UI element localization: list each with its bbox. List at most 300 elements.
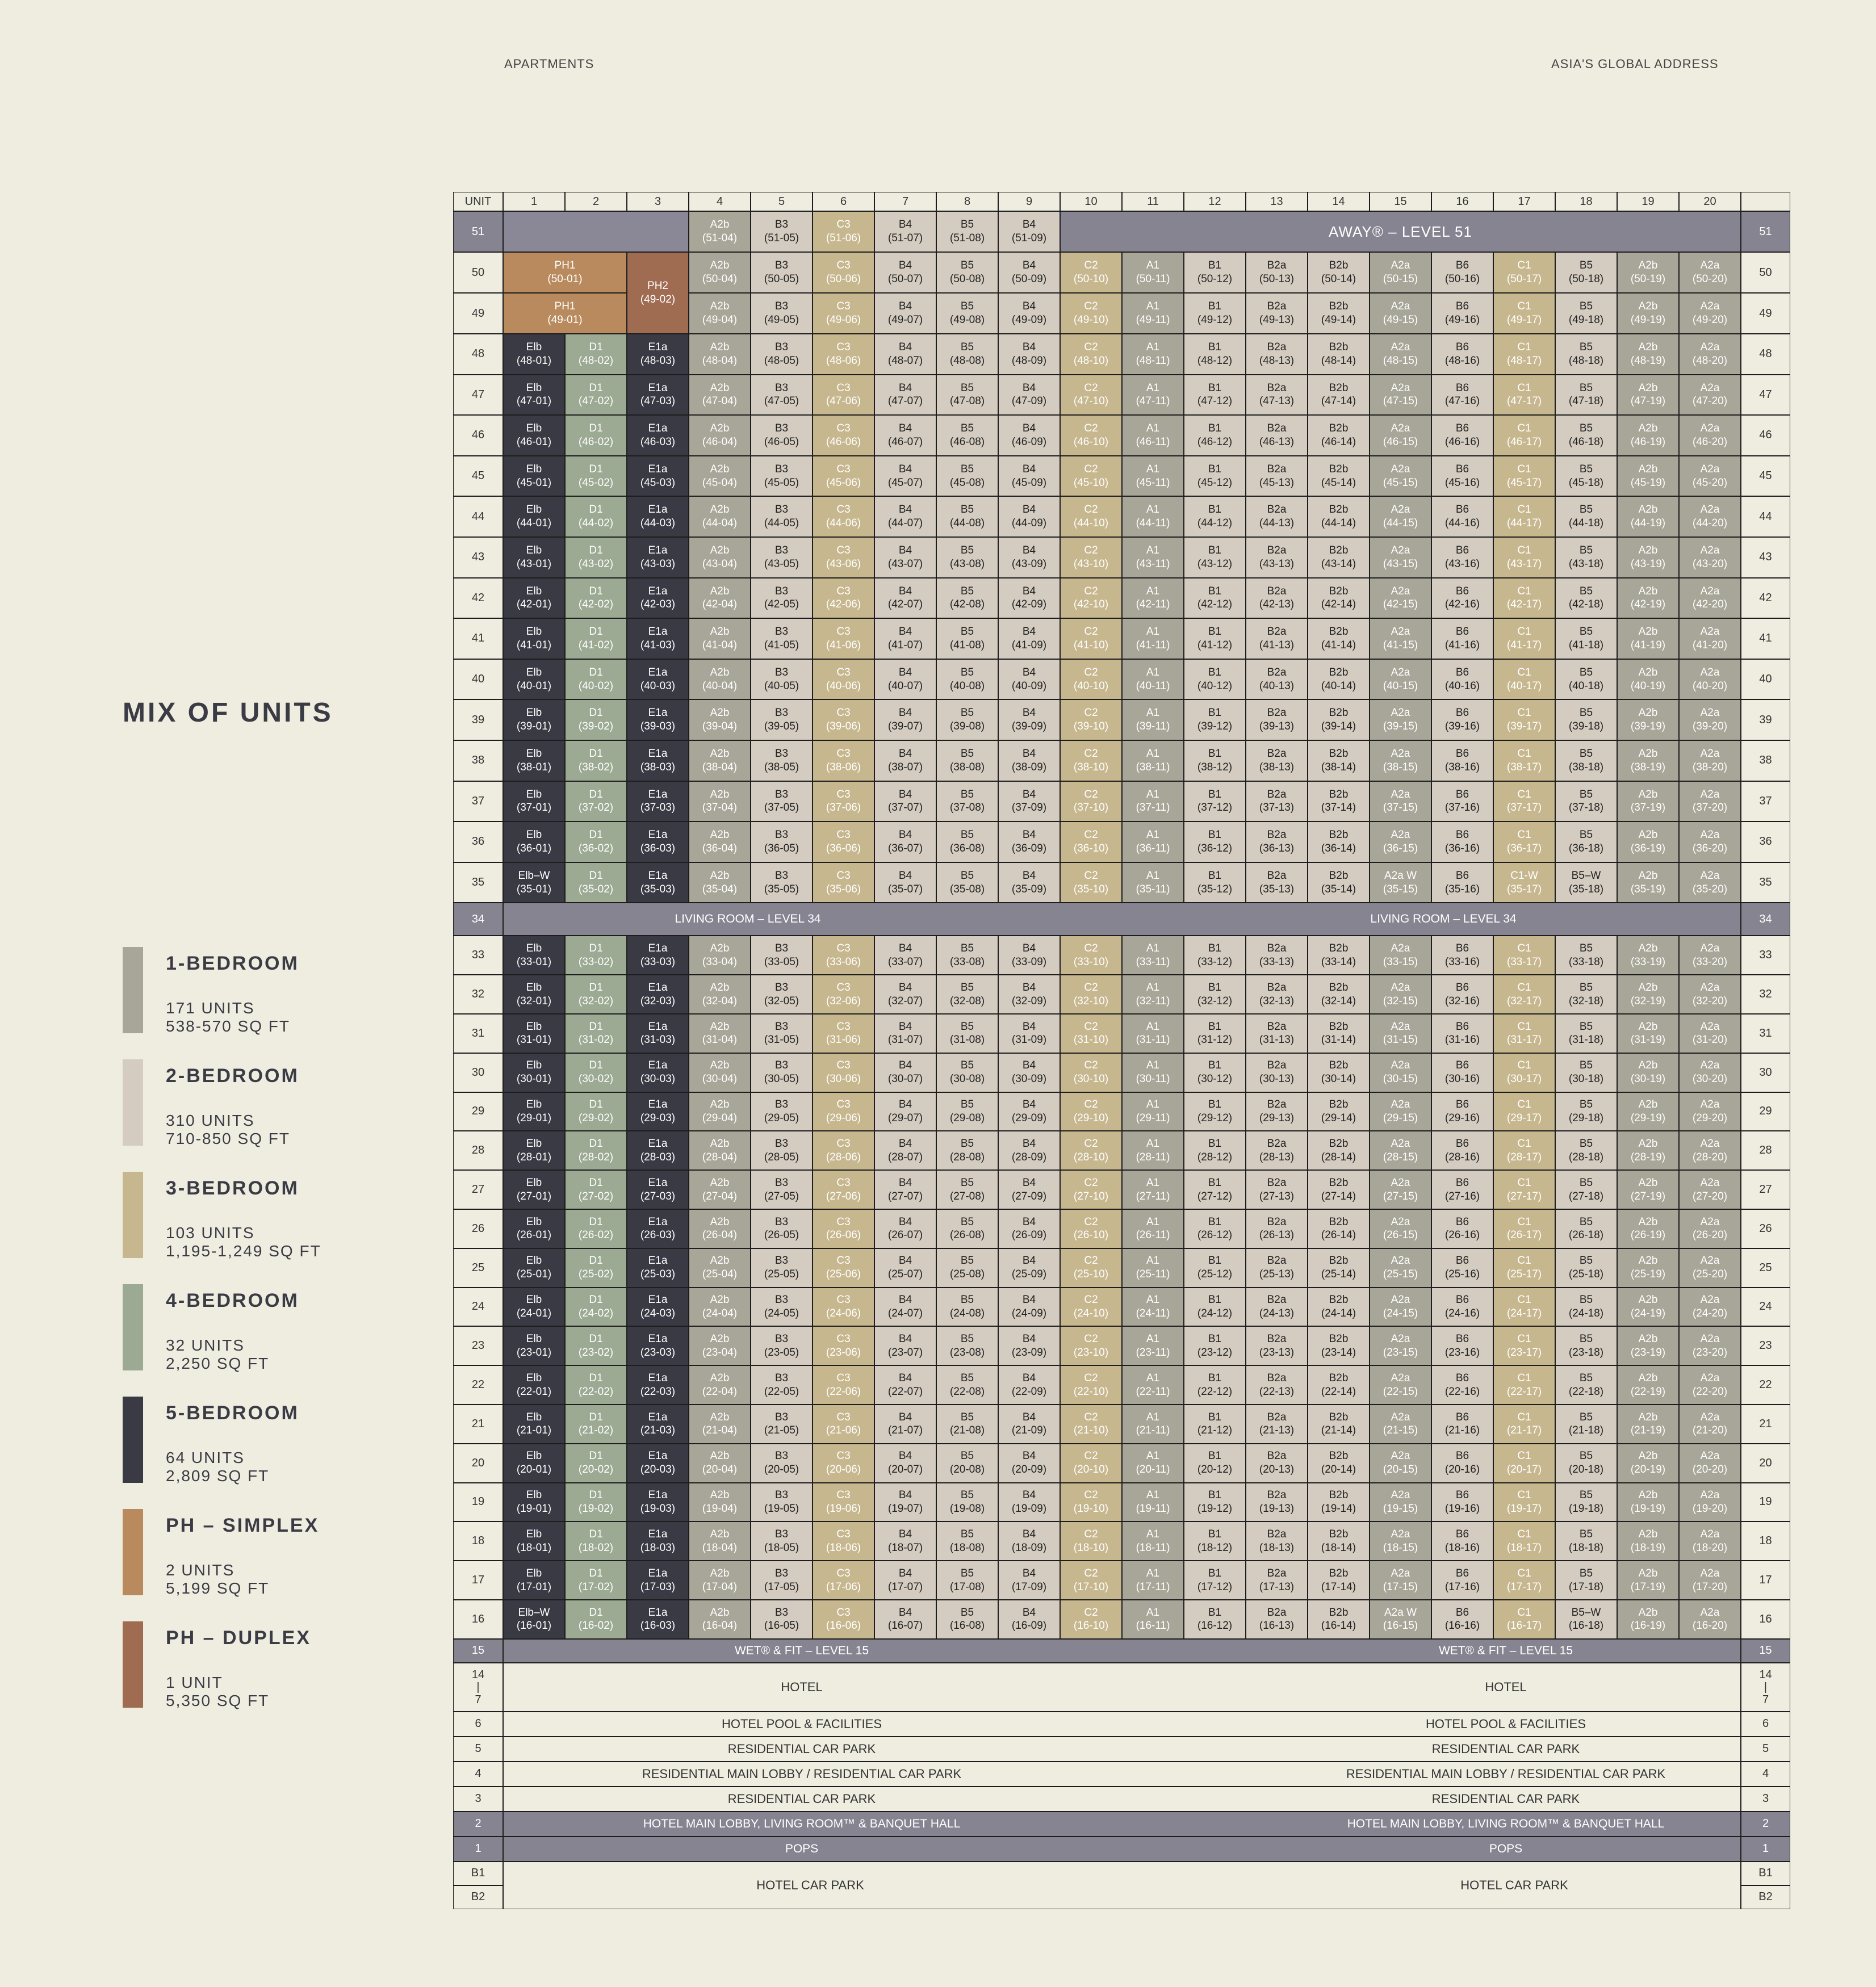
unit-cell-code: (47-20) (1692, 395, 1728, 408)
unit-cell (1308, 537, 1370, 578)
unit-cell (1246, 496, 1308, 537)
unit-cell (936, 293, 998, 334)
unit-cell-code: (21-07) (887, 1424, 923, 1437)
unit-cell (1493, 1444, 1555, 1483)
unit-cell-code: (29-08) (949, 1112, 985, 1124)
unit-cell (1370, 862, 1431, 903)
unit-cell-type: C1 (1517, 300, 1531, 313)
unit-cell (751, 1248, 813, 1288)
unit-cell-code: (28-13) (1259, 1151, 1295, 1163)
unit-cell-type: D1 (589, 1138, 603, 1150)
unit-cell-code: (18-12) (1197, 1541, 1233, 1554)
unit-cell-type: C3 (836, 1489, 851, 1502)
unit-cell-type: B4 (1022, 585, 1036, 597)
unit-cell-type: C3 (836, 1450, 851, 1462)
unit-cell (1679, 1600, 1741, 1639)
unit-cell-code: (40-10) (1073, 680, 1109, 692)
podium-label (453, 1639, 503, 1663)
basement-label-b1-type: B1 (471, 1867, 485, 1880)
unit-cell-code: (36-18) (1568, 842, 1604, 854)
floor-label-28-right (1741, 1131, 1790, 1170)
unit-cell (1060, 578, 1122, 619)
unit-cell-code: (22-18) (1568, 1385, 1604, 1398)
unit-cell-type: B5 (960, 259, 974, 272)
unit-cell-type: B3 (774, 1489, 789, 1502)
unit-cell (1184, 1288, 1246, 1327)
unit-cell-code: (41-16) (1444, 639, 1480, 651)
unit-cell (1679, 740, 1741, 781)
unit-cell (503, 1561, 565, 1600)
unit-cell-type: A1 (1146, 1176, 1160, 1189)
floor-label-31-right (1741, 1014, 1790, 1053)
unit-cell (1555, 415, 1617, 456)
floor-label-48 (453, 334, 503, 375)
unit-cell-code: (45-07) (887, 476, 923, 489)
unit-cell-type: B2b (1329, 1020, 1349, 1033)
unit-cell (565, 1561, 627, 1600)
unit-cell (627, 537, 689, 578)
unit-cell (1679, 1131, 1741, 1170)
unit-cell-type: E1a (648, 1372, 668, 1384)
unit-cell-code: (37-09) (1011, 802, 1047, 814)
unit-cell-type: B5–W (1571, 869, 1601, 882)
unit-cell-type: B4 (1022, 544, 1036, 557)
unit-number-17-type: 17 (1518, 195, 1531, 208)
unit-cell-code: (28-08) (949, 1151, 985, 1163)
unit-cell (751, 415, 813, 456)
unit-cell-type: A2a (1700, 981, 1720, 994)
unit-cell-code: (41-19) (1630, 639, 1666, 651)
unit-cell-code: (16-20) (1692, 1620, 1728, 1632)
unit-cell-type: B2b (1329, 942, 1349, 955)
unit-cell (1493, 699, 1555, 740)
unit-cell-code: (18-01) (516, 1541, 552, 1554)
unit-cell-code: (18-17) (1506, 1541, 1542, 1554)
unit-cell (689, 456, 751, 497)
podium-left-label: HOTEL POOL & FACILITIES (721, 1717, 882, 1732)
unit-cell (751, 1561, 813, 1600)
unit-cell (1617, 1521, 1679, 1561)
unit-cell-code: (42-10) (1073, 598, 1109, 611)
unit-cell (813, 375, 874, 416)
unit-cell (689, 975, 751, 1014)
unit-cell (627, 740, 689, 781)
unit-number-8-type: 8 (964, 195, 971, 208)
unit-cell-type: B2a (1267, 1059, 1287, 1072)
unit-cell (565, 1092, 627, 1131)
unit-cell-code: (29-09) (1011, 1112, 1047, 1124)
unit-cell (689, 1209, 751, 1248)
unit-cell (565, 1521, 627, 1561)
unit-cell-code: (31-01) (516, 1034, 552, 1046)
unit-cell-type: A2a (1700, 1176, 1720, 1189)
unit-cell-type: B3 (774, 544, 789, 557)
unit-cell (1555, 975, 1617, 1014)
unit-cell-type: E1a (648, 1450, 668, 1462)
unit-cell-type: C1 (1517, 463, 1531, 475)
unit-cell (751, 862, 813, 903)
unit-number-13 (1246, 192, 1308, 211)
unit-cell-code: (37-15) (1383, 802, 1418, 814)
unit-cell (503, 1405, 565, 1444)
unit-cell-code: (40-13) (1259, 680, 1295, 692)
unit-cell-type: C2 (1084, 707, 1098, 719)
unit-cell-code: (33-13) (1259, 955, 1295, 968)
unit-cell (1184, 415, 1246, 456)
unit-cell (1493, 293, 1555, 334)
unit-cell (1122, 293, 1184, 334)
unit-cell-type: B4 (1022, 1606, 1036, 1619)
unit-cell-type: B1 (1208, 1176, 1222, 1189)
unit-cell (1555, 1561, 1617, 1600)
unit-cell (627, 375, 689, 416)
unit-cell-type: B5 (1579, 1372, 1593, 1384)
unit-cell-type: D1 (589, 1059, 603, 1072)
unit-cell-code: (22-19) (1630, 1385, 1666, 1398)
floor-label-36 (453, 821, 503, 862)
unit-cell-code: (24-05) (764, 1307, 799, 1319)
unit-cell-type: A2b (710, 1528, 730, 1541)
unit-cell-code: (24-11) (1136, 1307, 1170, 1319)
unit-cell (936, 1170, 998, 1209)
unit-cell-type: Elb (526, 981, 542, 994)
unit-cell-type: C2 (1084, 259, 1098, 272)
unit-cell (813, 975, 874, 1014)
unit-number-15-type: 15 (1394, 195, 1407, 208)
unit-cell-type: Elb (526, 1255, 542, 1267)
unit-cell-code: (30-11) (1136, 1073, 1170, 1085)
unit-cell-type: B3 (774, 382, 789, 394)
unit-cell-code: (30-03) (640, 1073, 676, 1085)
unit-cell (1617, 1561, 1679, 1600)
unit-cell (1246, 1365, 1308, 1405)
unit-cell-code: (29-02) (578, 1112, 614, 1124)
unit-cell (874, 1053, 936, 1092)
unit-cell-code: (39-07) (887, 720, 923, 733)
unit-cell-code: (41-18) (1568, 639, 1604, 651)
unit-cell-code: (25-06) (826, 1268, 861, 1281)
unit-cell-type: B4 (1022, 1059, 1036, 1072)
unit-cell-code: (19-20) (1692, 1502, 1728, 1515)
unit-cell (998, 375, 1060, 416)
unit-cell (998, 1521, 1060, 1561)
unit-number-17 (1493, 192, 1555, 211)
unit-cell (627, 415, 689, 456)
unit-cell-code: (46-08) (949, 435, 985, 448)
unit-number-5 (751, 192, 813, 211)
unit-cell (1308, 1600, 1370, 1639)
unit-cell-type: A2a (1700, 422, 1720, 435)
unit-cell-code: (28-16) (1444, 1151, 1480, 1163)
unit-cell (998, 1600, 1060, 1639)
unit-cell-type: B4 (1022, 382, 1036, 394)
unit-cell-type: B5 (960, 300, 974, 313)
unit-cell (1370, 975, 1431, 1014)
unit-cell-code: (20-17) (1506, 1464, 1542, 1476)
unit-cell-type: B1 (1208, 1489, 1222, 1502)
floor-label-44-right-type: 44 (1759, 510, 1772, 523)
unit-cell-type: B4 (1022, 829, 1036, 841)
unit-cell-code: (19-15) (1383, 1502, 1418, 1515)
unit-cell-code: (19-07) (887, 1502, 923, 1515)
unit-cell-code: (27-15) (1383, 1190, 1418, 1202)
unit-cell (813, 1444, 874, 1483)
unit-cell-code: (19-16) (1444, 1502, 1480, 1515)
unit-cell-type: B3 (774, 219, 789, 231)
unit-cell (1122, 659, 1184, 700)
unit-cell (1617, 496, 1679, 537)
unit-cell-code: (40-15) (1383, 680, 1418, 692)
unit-cell-type: B5 (1579, 1020, 1593, 1033)
unit-cell-type: B1 (1208, 504, 1222, 516)
floor-label-20-right-type: 20 (1759, 1456, 1772, 1469)
unit-cell (1617, 375, 1679, 416)
unit-cell-type: B1 (1208, 422, 1222, 435)
unit-cell-code: (38-04) (702, 761, 738, 773)
unit-cell-code: (51-06) (826, 232, 861, 244)
unit-cell-type: A1 (1146, 942, 1160, 955)
unit-cell-type: Elb (526, 1411, 542, 1423)
unit-cell (1060, 1444, 1122, 1483)
unit-cell-type: A2b (1638, 1606, 1658, 1619)
podium-label-text: 2 (475, 1817, 481, 1830)
unit-cell-type: A2b (1638, 259, 1658, 272)
unit-cell-code: (35-03) (640, 883, 676, 895)
unit-cell (1308, 1444, 1370, 1483)
unit-cell (1184, 293, 1246, 334)
unit-cell (503, 1248, 565, 1288)
unit-cell-code: (40-19) (1630, 680, 1666, 692)
unit-cell-type: Elb (526, 504, 542, 516)
unit-cell-type: B4 (1022, 748, 1036, 760)
unit-cell (1060, 456, 1122, 497)
floor-label-27-right (1741, 1170, 1790, 1209)
unit-cell-type: B4 (1022, 259, 1036, 272)
unit-cell-type: B2b (1329, 829, 1349, 841)
unit-cell-type: Elb (526, 1215, 542, 1228)
unit-cell (874, 496, 936, 537)
unit-cell-type: E1a (648, 981, 668, 994)
unit-cell (1370, 252, 1431, 293)
unit-cell-type: B3 (774, 1059, 789, 1072)
unit-cell-code: (42-15) (1383, 598, 1418, 611)
unit-cell-type: B2a (1267, 544, 1287, 557)
unit-cell-type: A2b (710, 1099, 730, 1111)
unit-cell-type: C1 (1517, 259, 1531, 272)
unit-cell-type: B5–W (1571, 1606, 1601, 1619)
unit-cell-type: B5 (1579, 666, 1593, 678)
unit-cell (936, 1561, 998, 1600)
unit-cell (1308, 1248, 1370, 1288)
unit-cell-type: B2b (1329, 666, 1349, 678)
unit-cell-type: Elb (526, 422, 542, 435)
unit-cell-type: C2 (1084, 1528, 1098, 1541)
floor-label-39-right (1741, 699, 1790, 740)
unit-cell-type: A1 (1146, 707, 1160, 719)
unit-cell (565, 781, 627, 822)
unit-cell (751, 1326, 813, 1365)
unit-cell (936, 1209, 998, 1248)
unit-cell (1431, 1405, 1493, 1444)
floor-label-43-right (1741, 537, 1790, 578)
unit-cell (1308, 252, 1370, 293)
unit-cell-type: B2a (1267, 1450, 1287, 1462)
unit-cell-code: (32-03) (640, 995, 676, 1007)
unit-cell-type: C1 (1517, 1020, 1531, 1033)
unit-cell (1308, 740, 1370, 781)
legend-ph-duplex (123, 1621, 463, 1709)
unit-cell-type: D1 (589, 748, 603, 760)
unit-cell-type: B1 (1208, 1528, 1222, 1541)
unit-cell-type: A1 (1146, 544, 1160, 557)
unit-cell-code: (50-17) (1506, 273, 1542, 285)
unit-cell-type: Elb (526, 1450, 542, 1462)
floor-label-23-type: 23 (471, 1339, 485, 1352)
unit-cell-type: B4 (898, 1099, 912, 1111)
unit-cell-type: B4 (1022, 504, 1036, 516)
unit-cell-code: (17-18) (1568, 1581, 1604, 1593)
unit-cell-type: B5 (960, 1176, 974, 1189)
penthouse-ph1-50-type: PH1 (554, 259, 576, 272)
unit-cell-type: D1 (589, 707, 603, 719)
unit-cell-type: A2b (710, 300, 730, 313)
unit-cell (1246, 375, 1308, 416)
unit-cell-code: (43-14) (1321, 557, 1356, 570)
unit-cell (1493, 334, 1555, 375)
floor-label-37-right (1741, 781, 1790, 822)
unit-cell-code: (49-13) (1259, 314, 1295, 326)
unit-cell (565, 1483, 627, 1522)
unit-cell (1431, 1248, 1493, 1288)
unit-cell (998, 659, 1060, 700)
unit-cell (1493, 415, 1555, 456)
unit-cell-type: B2a (1267, 1138, 1287, 1150)
unit-number-20-type: 20 (1703, 195, 1716, 208)
podium-right-label: RESIDENTIAL CAR PARK (1431, 1792, 1580, 1806)
unit-cell (1679, 334, 1741, 375)
unit-cell (813, 1326, 874, 1365)
podium-label-text: 5 (1762, 1742, 1769, 1755)
unit-cell-type: B2a (1267, 666, 1287, 678)
unit-cell-code: (49-12) (1197, 314, 1233, 326)
floor-label-33 (453, 936, 503, 975)
unit-cell (1555, 1521, 1617, 1561)
unit-cell (1060, 415, 1122, 456)
unit-cell-code: (48-19) (1630, 354, 1666, 367)
unit-cell (1370, 1521, 1431, 1561)
unit-cell (1431, 1326, 1493, 1365)
unit-cell-type: A2a (1700, 382, 1720, 394)
unit-cell-code: (18-15) (1383, 1541, 1418, 1554)
unit-cell (1246, 1561, 1308, 1600)
unit-cell-code: (30-05) (764, 1073, 799, 1085)
floor-label-34-right (1741, 903, 1790, 936)
unit-cell (627, 1561, 689, 1600)
unit-cell (998, 1483, 1060, 1522)
unit-cell (1184, 537, 1246, 578)
unit-cell-type: A2a (1391, 1255, 1410, 1267)
unit-cell-code: (37-02) (578, 802, 614, 814)
unit-cell (874, 862, 936, 903)
unit-cell-code: (50-14) (1321, 273, 1356, 285)
unit-cell-code: (43-05) (764, 557, 799, 570)
unit-cell (1493, 1014, 1555, 1053)
unit-cell (874, 334, 936, 375)
unit-cell-type: A2a (1391, 788, 1410, 800)
unit-cell (813, 293, 874, 334)
podium-right-label: WET® & FIT – LEVEL 15 (1438, 1644, 1573, 1657)
unit-cell-code: (31-11) (1136, 1034, 1170, 1046)
unit-cell (1308, 699, 1370, 740)
unit-cell-code: (40-16) (1444, 680, 1480, 692)
unit-cell (1617, 415, 1679, 456)
unit-cell (503, 1326, 565, 1365)
unit-cell (751, 821, 813, 862)
unit-cell-type: B2b (1329, 585, 1349, 597)
unit-cell-type: B2a (1267, 382, 1287, 394)
unit-cell-code: (50-15) (1383, 273, 1418, 285)
unit-cell-code: (24-20) (1692, 1307, 1728, 1319)
unit-cell (1431, 293, 1493, 334)
unit-cell-code: (21-04) (702, 1424, 738, 1437)
unit-cell-type: B2a (1267, 707, 1287, 719)
unit-cell-type: C1 (1517, 981, 1531, 994)
unit-cell-type: D1 (589, 1294, 603, 1306)
unit-cell-type: C2 (1084, 1294, 1098, 1306)
unit-cell (1555, 334, 1617, 375)
unit-cell-type: B3 (774, 422, 789, 435)
podium-left-label: RESIDENTIAL CAR PARK (727, 1742, 876, 1757)
unit-cell-code: (47-03) (640, 395, 676, 408)
unit-cell (1122, 1092, 1184, 1131)
unit-cell (1308, 1209, 1370, 1248)
unit-cell-code: (49-19) (1630, 314, 1666, 326)
unit-cell (565, 1405, 627, 1444)
unit-cell (1679, 1288, 1741, 1327)
unit-cell (751, 293, 813, 334)
unit-cell (813, 578, 874, 619)
unit-cell-code: (25-02) (578, 1268, 614, 1281)
unit-cell-type: B2a (1267, 585, 1287, 597)
unit-cell-code: (51-04) (702, 232, 738, 244)
unit-cell (1246, 975, 1308, 1014)
unit-cell-type: B5 (960, 1294, 974, 1306)
unit-cell-type: C3 (836, 1333, 851, 1345)
unit-cell-type: Elb (526, 341, 542, 354)
unit-cell-type: B6 (1455, 1411, 1469, 1423)
unit-cell-type: A1 (1146, 829, 1160, 841)
unit-cell (1555, 1092, 1617, 1131)
unit-cell-code: (45-06) (826, 476, 861, 489)
unit-number-3 (627, 192, 689, 211)
unit-cell (1493, 1092, 1555, 1131)
unit-cell (1122, 781, 1184, 822)
unit-cell-code: (33-16) (1444, 955, 1480, 968)
unit-cell-code: (22-15) (1383, 1385, 1418, 1398)
unit-cell-code: (22-12) (1197, 1385, 1233, 1398)
unit-cell-type: C3 (836, 1567, 851, 1579)
unit-cell-type: A2b (710, 1176, 730, 1189)
floor-label-36-type: 36 (471, 835, 485, 848)
unit-cell-code: (43-01) (516, 557, 552, 570)
floor-label-18-type: 18 (471, 1535, 485, 1548)
unit-cell (503, 936, 565, 975)
unit-cell-type: B2a (1267, 1489, 1287, 1502)
unit-cell-type: B6 (1455, 1567, 1469, 1579)
unit-cell-type: B3 (774, 1215, 789, 1228)
unit-cell-code: (16-12) (1197, 1620, 1233, 1632)
unit-cell-type: A2b (1638, 1372, 1658, 1384)
